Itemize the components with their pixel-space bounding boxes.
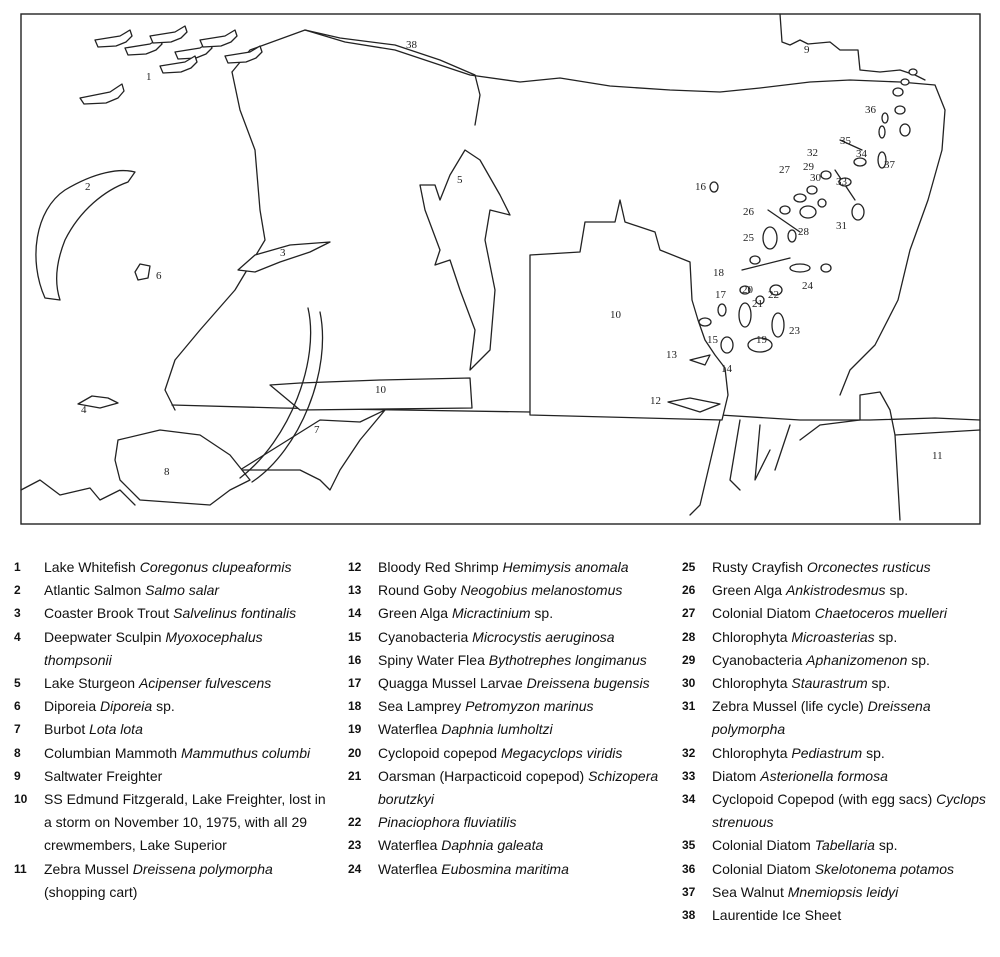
legend-number: 31 xyxy=(682,699,696,714)
legend-common-name: Diatom xyxy=(712,767,757,784)
legend-item xyxy=(12,742,330,765)
legend-item xyxy=(12,858,330,904)
legend-suffix: sp. xyxy=(156,698,175,715)
legend-common-name: Burbot xyxy=(44,721,86,738)
legend-scientific-name: Mammuthus columbi xyxy=(180,744,311,761)
legend-common-name: Lake Whitefish xyxy=(44,559,136,575)
legend-item xyxy=(346,811,666,834)
diagram-label: 37 xyxy=(884,159,895,171)
legend-item xyxy=(680,649,990,672)
diagram-label: 15 xyxy=(707,334,718,346)
legend-item xyxy=(346,649,666,672)
legend-common-name: Zebra Mussel (life cycle) xyxy=(712,698,864,715)
legend-item xyxy=(12,718,330,741)
legend-text xyxy=(712,858,990,881)
legend-number: 32 xyxy=(682,745,696,760)
legend-text xyxy=(712,788,990,834)
plankton-cluster xyxy=(668,69,917,412)
legend-text xyxy=(378,765,666,811)
wreck-bow-section xyxy=(270,378,472,410)
legend-scientific-name: Myoxocephalus thompsonii xyxy=(44,628,263,668)
legend-number: 14 xyxy=(348,606,362,621)
legend-scientific-name: Schizopera borutzkyi xyxy=(378,767,659,808)
legend-text xyxy=(712,742,990,765)
legend-scientific-name: Chaetoceros muelleri xyxy=(814,605,948,622)
legend-number: 23 xyxy=(348,838,362,853)
legend-scientific-name: Tabellaria xyxy=(814,837,875,854)
legend-text xyxy=(712,556,990,579)
legend-text xyxy=(44,626,330,672)
diagram-label: 2 xyxy=(85,181,91,193)
legend-number: 30 xyxy=(682,676,696,691)
legend-item xyxy=(680,626,990,649)
legend-text xyxy=(378,626,666,649)
legend-number: 12 xyxy=(348,560,362,574)
legend-common-name: Bloody Red Shrimp xyxy=(378,559,499,575)
legend-item xyxy=(12,602,330,625)
legend-scientific-name: Dreissena bugensis xyxy=(526,675,650,692)
diagram-label: 17 xyxy=(715,289,726,301)
legend-common-name: Deepwater Sculpin xyxy=(44,628,162,645)
diagram-label: 10 xyxy=(375,384,386,396)
legend-number: 3 xyxy=(14,606,21,621)
diagram-label: 27 xyxy=(779,164,790,176)
legend-text xyxy=(378,811,666,834)
legend-scientific-name: Coregonus clupeaformis xyxy=(139,559,292,575)
legend-scientific-name: Salvelinus fontinalis xyxy=(173,605,297,622)
legend-common-name: Saltwater Freighter xyxy=(44,767,163,784)
legend-scientific-name: Micractinium xyxy=(451,605,531,622)
legend-number: 22 xyxy=(348,815,362,830)
legend-item xyxy=(346,672,666,695)
legend-column-2 xyxy=(346,556,666,881)
lake-sturgeon xyxy=(420,150,510,370)
legend-suffix: sp. xyxy=(534,605,554,622)
diagram-label: 23 xyxy=(789,325,800,337)
legend-common-name: Sea Walnut xyxy=(712,883,784,900)
legend-scientific-name: Dreissena polymorpha xyxy=(132,860,273,877)
legend-suffix: sp. xyxy=(878,628,898,645)
legend-text xyxy=(712,765,990,788)
diagram-label: 16 xyxy=(695,181,706,193)
legend-scientific-name: Dreissena polymorpha xyxy=(712,698,931,738)
legend-text xyxy=(712,904,990,927)
legend-number: 37 xyxy=(682,884,696,899)
legend-common-name: Oarsman (Harpacticoid copepod) xyxy=(378,767,585,784)
legend-number: 18 xyxy=(348,699,362,714)
legend-item xyxy=(346,718,666,741)
diagram-label: 18 xyxy=(713,267,724,279)
legend-text xyxy=(378,834,666,857)
legend-text xyxy=(378,695,666,718)
saltwater-freighter-hull xyxy=(780,14,925,80)
legend-text xyxy=(712,579,990,602)
legend-item xyxy=(680,742,990,765)
legend-scientific-name: Eubosmina maritima xyxy=(441,860,569,877)
legend-common-name: Colonial Diatom xyxy=(712,605,811,622)
legend-common-name: Waterflea xyxy=(378,837,438,854)
legend-item xyxy=(12,695,330,718)
legend-number: 4 xyxy=(14,629,21,644)
diagram-label: 24 xyxy=(802,280,813,292)
legend-number: 29 xyxy=(682,652,696,667)
legend-scientific-name: Petromyzon marinus xyxy=(465,698,594,715)
diagram-label: 38 xyxy=(406,39,417,51)
legend-common-name: Green Alga xyxy=(712,582,783,599)
legend-number: 33 xyxy=(682,768,696,783)
legend-common-name: Lake Sturgeon xyxy=(44,675,136,692)
legend-common-name: Cyclopoid Copepod (with egg sacs) xyxy=(712,791,933,808)
legend-scientific-name: Acipenser fulvescens xyxy=(138,675,272,692)
diagram-label: 25 xyxy=(743,232,754,244)
diagram-label: 28 xyxy=(798,226,809,238)
legend-number: 13 xyxy=(348,583,362,598)
legend-common-name: Colonial Diatom xyxy=(712,837,811,854)
legend-number: 5 xyxy=(14,676,21,691)
legend-item xyxy=(680,672,990,695)
legend-item xyxy=(12,556,330,579)
legend-suffix: sp. xyxy=(889,582,909,599)
ice-sheet-38-top xyxy=(305,30,480,125)
lower-left-rocks xyxy=(21,480,135,505)
legend-suffix: (shopping cart) xyxy=(44,883,138,900)
diagram-label: 13 xyxy=(666,349,677,361)
diagram-label: 33 xyxy=(836,176,847,188)
diagram-label: 20 xyxy=(742,284,753,296)
diagram-label: 5 xyxy=(457,174,463,186)
legend-common-name: Green Alga xyxy=(378,605,449,622)
legend-common-name: Rusty Crayfish xyxy=(712,559,804,575)
legend-number: 38 xyxy=(682,908,696,923)
legend-scientific-name: Skelotonema potamos xyxy=(814,860,955,877)
legend-suffix: sp. xyxy=(871,675,891,692)
diagram-label: 8 xyxy=(164,466,170,478)
legend-number: 28 xyxy=(682,629,696,644)
legend-common-name: Columbian Mammoth xyxy=(44,744,178,761)
legend-number: 36 xyxy=(682,861,696,876)
legend-common-name: Sea Lamprey xyxy=(378,698,462,715)
legend-common-name: Chlorophyta xyxy=(712,628,788,645)
diagram-label: 9 xyxy=(804,44,810,56)
legend-item xyxy=(346,765,666,811)
legend-scientific-name: Daphnia lumholtzi xyxy=(441,721,553,738)
legend-item xyxy=(346,858,666,881)
diagram-label: 6 xyxy=(156,270,162,282)
legend-common-name: Zebra Mussel xyxy=(44,860,129,877)
legend-item xyxy=(346,834,666,857)
legend-text xyxy=(44,742,330,765)
burbot xyxy=(240,410,385,490)
legend-scientific-name: Pinaciophora fluviatilis xyxy=(378,814,517,831)
legend-text xyxy=(712,881,990,904)
diagram-label: 35 xyxy=(840,135,851,147)
legend-text xyxy=(44,858,330,904)
diagram-label: 29 xyxy=(803,161,814,173)
legend-number: 8 xyxy=(14,745,21,760)
legend-number: 26 xyxy=(682,583,696,598)
cart-handle xyxy=(895,430,980,435)
diagram-label: 21 xyxy=(752,298,763,310)
diagram-label: 3 xyxy=(280,247,286,259)
legend-text xyxy=(44,579,330,602)
diagram-label: 22 xyxy=(768,289,779,301)
edmund-fitzgerald-wreck xyxy=(530,200,728,420)
legend-scientific-name: Daphnia galeata xyxy=(441,837,544,854)
legend-item xyxy=(680,788,990,834)
legend-scientific-name: Mnemiopsis leidyi xyxy=(787,883,899,900)
legend-common-name: Chlorophyta xyxy=(712,744,788,761)
legend-scientific-name: Neogobius melanostomus xyxy=(460,582,623,599)
legend-scientific-name: Pediastrum xyxy=(791,744,863,761)
legend-number: 34 xyxy=(682,792,696,807)
legend-number: 15 xyxy=(348,629,362,644)
legend-item xyxy=(680,579,990,602)
legend-number: 10 xyxy=(14,792,28,807)
diporeia xyxy=(135,264,150,280)
columbian-mammoth xyxy=(115,430,250,505)
legend-text xyxy=(44,788,330,858)
legend-common-name: Laurentide Ice Sheet xyxy=(712,907,842,924)
legend-item xyxy=(12,579,330,602)
legend-text xyxy=(378,602,666,625)
legend-scientific-name: Microasterias xyxy=(791,628,875,645)
legend-number: 6 xyxy=(14,699,21,714)
diagram-label: 11 xyxy=(932,450,943,462)
legend-item xyxy=(346,695,666,718)
legend-item xyxy=(12,788,330,858)
legend-text xyxy=(712,672,990,695)
legend-number: 11 xyxy=(14,861,27,876)
legend-text xyxy=(712,695,990,741)
legend-common-name: Colonial Diatom xyxy=(712,860,811,877)
legend-text xyxy=(44,556,330,579)
legend-suffix: sp. xyxy=(911,651,930,668)
legend-item xyxy=(680,858,990,881)
legend-scientific-name: Orconectes rusticus xyxy=(806,559,931,575)
legend-common-name: Cyclopoid copepod xyxy=(378,744,498,761)
legend-common-name: Quagga Mussel Larvae xyxy=(378,675,523,692)
legend-scientific-name: Lota lota xyxy=(89,721,143,738)
legend-number: 9 xyxy=(14,768,21,783)
legend-text xyxy=(712,834,990,857)
legend-text xyxy=(44,765,330,788)
legend-common-name: Cyanobacteria xyxy=(378,628,469,645)
legend-scientific-name: Megacyclops viridis xyxy=(500,744,623,761)
legend-text xyxy=(712,626,990,649)
legend-number: 35 xyxy=(682,838,696,853)
legend-text xyxy=(378,718,666,741)
legend-scientific-name: Microcystis aeruginosa xyxy=(472,628,615,645)
legend-item xyxy=(346,602,666,625)
diagram-label: 7 xyxy=(314,424,320,436)
legend-text xyxy=(712,602,990,625)
legend-number: 17 xyxy=(348,676,362,691)
legend-number: 24 xyxy=(348,861,362,876)
legend-item xyxy=(346,626,666,649)
legend-suffix: sp. xyxy=(866,744,885,761)
diagram-label: 12 xyxy=(650,395,661,407)
diagram-label: 10 xyxy=(610,309,621,321)
legend-scientific-name: Cyclops strenuous xyxy=(712,791,986,831)
legend-common-name: Diporeia xyxy=(44,698,97,715)
diagram-label: 30 xyxy=(810,172,821,184)
legend-number: 21 xyxy=(348,768,362,783)
diagram-label: 31 xyxy=(836,220,847,232)
legend-text xyxy=(44,718,330,741)
legend-number: 25 xyxy=(682,560,696,574)
legend-number: 19 xyxy=(348,722,362,737)
legend-item xyxy=(12,765,330,788)
legend-text xyxy=(44,672,330,695)
legend-scientific-name: Staurastrum xyxy=(791,675,868,692)
diagram-label: 14 xyxy=(721,363,732,375)
legend-item xyxy=(680,695,990,741)
legend-text xyxy=(378,649,666,672)
legend-common-name: Coaster Brook Trout xyxy=(44,605,170,622)
legend-text xyxy=(378,672,666,695)
legend-text xyxy=(378,556,666,579)
legend-column-1 xyxy=(12,556,330,904)
legend-text xyxy=(378,858,666,881)
legend-item xyxy=(680,765,990,788)
legend-text xyxy=(44,695,330,718)
legend-item xyxy=(680,904,990,927)
legend-scientific-name: Salmo salar xyxy=(145,582,220,599)
legend-item xyxy=(12,626,330,672)
legend-common-name: Atlantic Salmon xyxy=(44,582,142,599)
diagram-label: 32 xyxy=(807,147,818,159)
legend-number: 16 xyxy=(348,652,362,667)
legend-scientific-name: Aphanizomenon xyxy=(806,651,908,668)
diagram-label: 1 xyxy=(146,71,152,83)
legend-number: 1 xyxy=(14,560,21,574)
legend-common-name: SS Edmund Fitzgerald, Lake Freighter, lost in a storm on November 10, 1975, with all 29 crewmembers, Lake Superior xyxy=(44,791,326,854)
legend-number: 20 xyxy=(348,745,362,760)
diagram-label: 36 xyxy=(865,104,876,116)
legend-scientific-name: Ankistrodesmus xyxy=(785,582,886,599)
legend-text xyxy=(378,742,666,765)
diagram-label: 19 xyxy=(756,334,767,346)
legend-item xyxy=(346,556,666,579)
legend-scientific-name: Bythotrephes longimanus xyxy=(488,651,647,668)
legend-common-name: Waterflea xyxy=(378,860,438,877)
legend-item xyxy=(680,602,990,625)
legend-item xyxy=(680,834,990,857)
legend-common-name: Spiny Water Flea xyxy=(378,651,485,668)
legend-text xyxy=(44,602,330,625)
ice-sheet-left-edge xyxy=(165,72,265,410)
legend-scientific-name: Hemimysis anomala xyxy=(502,559,629,575)
legend-common-name: Cyanobacteria xyxy=(712,651,803,668)
legend-scientific-name: Asterionella formosa xyxy=(760,767,888,784)
legend-number: 27 xyxy=(682,606,696,621)
legend-common-name: Waterflea xyxy=(378,721,438,738)
legend-text xyxy=(712,649,990,672)
legend-column-3 xyxy=(680,556,990,927)
legend-number: 2 xyxy=(14,583,21,598)
legend-text xyxy=(378,579,666,602)
legend-suffix: sp. xyxy=(878,837,898,854)
lake-whitefish-school xyxy=(80,26,262,104)
legend-item xyxy=(12,672,330,695)
diagram-label: 4 xyxy=(81,404,87,416)
legend-common-name: Chlorophyta xyxy=(712,675,788,692)
legend-common-name: Round Goby xyxy=(378,582,457,599)
legend-number: 7 xyxy=(14,722,21,737)
diagram-label: 26 xyxy=(743,206,754,218)
legend-item xyxy=(680,881,990,904)
legend-scientific-name: Diporeia xyxy=(100,698,153,715)
legend-item xyxy=(346,579,666,602)
diagram-label: 34 xyxy=(856,148,867,160)
legend-item xyxy=(680,556,990,579)
legend-item xyxy=(346,742,666,765)
